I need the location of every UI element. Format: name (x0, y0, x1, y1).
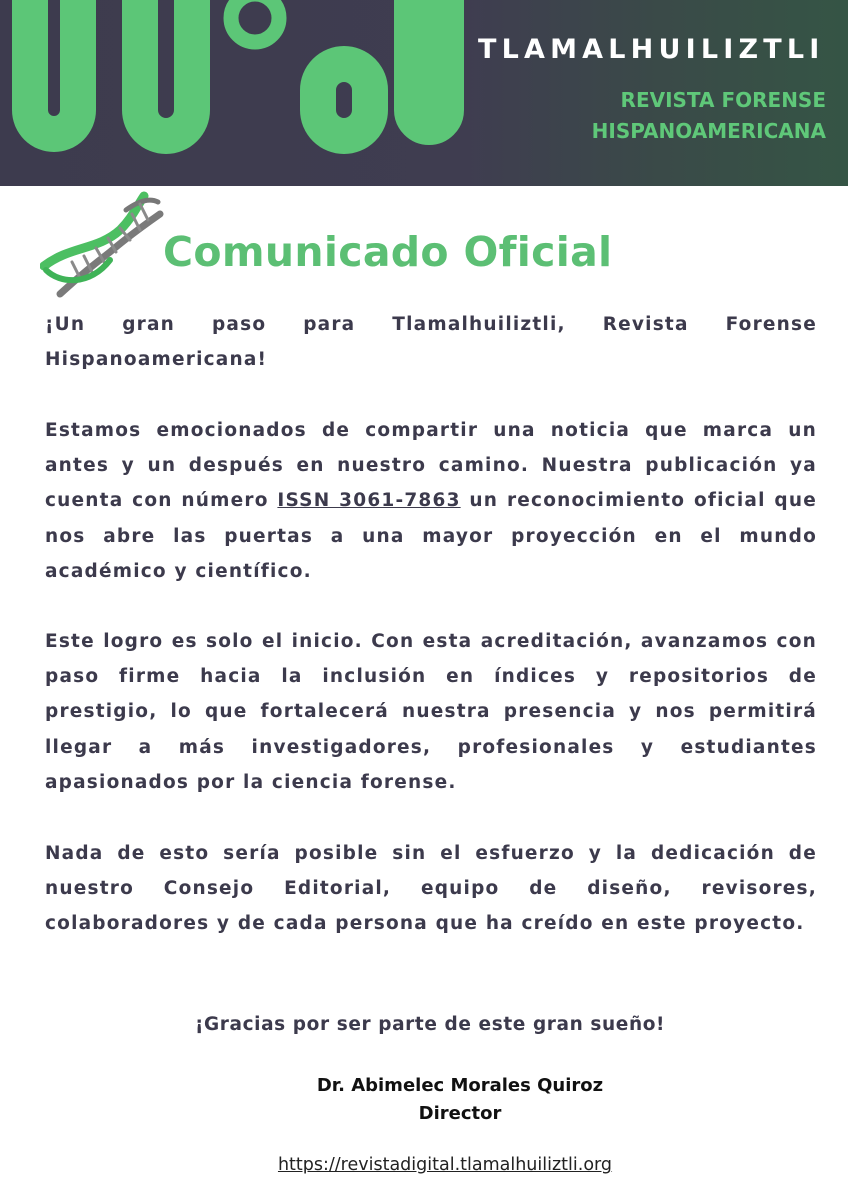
issn-text-before: Estamos emocionados de compartir una noticia que marca un antes y un después en nuestro camino. Nuestra publicación ya cuenta con número (45, 420, 817, 512)
paragraph-intro: ¡Un gran paso para Tlamalhuiliztli, Revista Forense Hispanoamericana! (45, 314, 817, 371)
page-title: Comunicado Oficial (163, 228, 613, 276)
paragraph-achievement: Este logro es solo el inicio. Con esta acreditación, avanzamos con paso firme hacia la inclusión en índices y repositorios de prestigio, lo que fortalecerá nuestra presencia y nos permitirá llegar a más investigadores, profesionales y estudiantes apasionados por la ciencia forense. (45, 631, 817, 793)
closing-thanks: ¡Gracias por ser parte de este gran sueño! (194, 1014, 666, 1035)
logo-00-00-icon (0, 0, 480, 186)
issn-text-after: un reconocimiento oficial que nos abre las puertas a una mayor proyección en el mundo académico y científico. (45, 490, 817, 582)
paragraph-issn (45, 413, 817, 589)
website-link[interactable]: https://revistadigital.tlamalhuiliztli.org (277, 1155, 613, 1175)
magazine-subtitle (592, 85, 826, 147)
issn-number: ISSN 3061-7863 (277, 490, 461, 512)
subtitle-line-1: REVISTA FORENSE (620, 88, 826, 112)
paragraph-thanks-team: Nada de esto sería posible sin el esfuerzo y la dedicación de nuestro Consejo Editorial, equipo de diseño, revisores, colaboradores y de cada persona que ha creído en este proyecto. (45, 843, 817, 935)
magazine-name: TLAMALHUILIZTLI (478, 34, 825, 65)
signature-block (260, 1072, 660, 1128)
signer-role: Director (418, 1103, 502, 1124)
subtitle-line-2: HISPANOAMERICANA (591, 119, 826, 143)
dna-icon (40, 190, 165, 300)
header-banner (0, 0, 848, 186)
signer-name: Dr. Abimelec Morales Quiroz (316, 1075, 604, 1096)
